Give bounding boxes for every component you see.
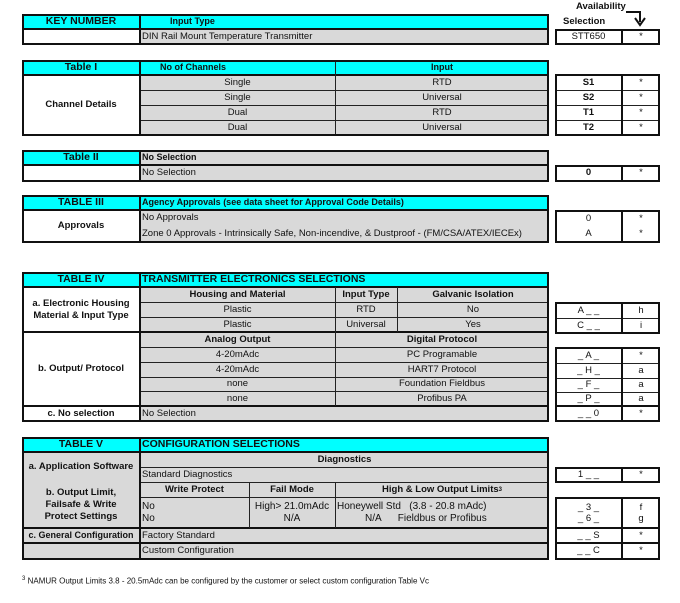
- input-type-cell: RTD: [335, 302, 397, 317]
- general-config-row: Custom Configuration: [140, 543, 549, 559]
- analog-cell: 4-20mAdc: [140, 362, 335, 377]
- table-3-header: Agency Approvals (see data sheet for Approval Code Details): [140, 195, 549, 210]
- output-limits-cell: [335, 497, 549, 528]
- selection-code[interactable]: 1 _ _: [577, 468, 600, 480]
- channels-cell: Dual: [140, 120, 335, 135]
- down-arrow-icon: [625, 8, 655, 28]
- table-3-label: TABLE III: [22, 195, 140, 210]
- availability-code: *: [639, 121, 643, 133]
- write-protect-value: No: [142, 500, 155, 512]
- selection-code[interactable]: _ P _: [577, 393, 600, 405]
- availability-code: *: [639, 167, 643, 179]
- table-2-value: No Selection: [140, 165, 549, 181]
- selection-code[interactable]: C _ _: [577, 319, 600, 331]
- table-5-label: TABLE V: [22, 437, 140, 452]
- availability-code: *: [639, 349, 643, 361]
- output-limits-value: N/A Fieldbus or Profibus: [365, 512, 487, 524]
- selection-code[interactable]: T1: [582, 106, 595, 118]
- table-4-header: TRANSMITTER ELECTRONICS SELECTIONS: [140, 272, 549, 287]
- approval-row-text: Zone 0 Approvals - Intrinsically Safe, Non-incendive, & Dustproof - (FM/CSA/ATEX/IECEx): [140, 226, 549, 242]
- selection-code[interactable]: 0: [585, 212, 592, 224]
- digital-protocol-header: Digital Protocol: [335, 332, 549, 347]
- input-cell: Universal: [335, 120, 549, 135]
- input-cell: RTD: [335, 105, 549, 120]
- output-limits-value: Honeywell Std (3.8 - 20.8 mAdc): [337, 500, 487, 512]
- availability-code: a: [638, 379, 644, 391]
- diagnostics-value: Standard Diagnostics: [140, 467, 549, 482]
- selection-label: Selection: [563, 16, 606, 27]
- analog-cell: 4-20mAdc: [140, 347, 335, 362]
- footnote-marker: 3: [498, 486, 502, 493]
- availability-code: g: [638, 513, 644, 524]
- housing-cell: Plastic: [140, 302, 335, 317]
- approval-row-text: No Approvals: [140, 210, 549, 226]
- selection-code[interactable]: A: [585, 227, 592, 239]
- key-number-empty: [22, 29, 140, 44]
- availability-label: Availability: [576, 1, 626, 12]
- approvals-label: Approvals: [22, 210, 140, 242]
- analog-output-header: Analog Output: [140, 332, 335, 347]
- availability-code-pair: [622, 498, 660, 528]
- footnote-text: NAMUR Output Limits 3.8 - 20.5mAdc can be configured by the customer or select custom configuration Table Vc: [27, 576, 429, 586]
- table-2-label: Table II: [22, 150, 140, 165]
- input-header: Input: [335, 60, 549, 75]
- input-type-cell: Universal: [335, 317, 397, 332]
- footnote: [22, 576, 429, 586]
- digital-cell: Foundation Fieldbus: [335, 377, 549, 391]
- availability-code: a: [638, 364, 644, 376]
- table-5-header: CONFIGURATION SELECTIONS: [140, 437, 549, 452]
- selection-code[interactable]: _ F _: [577, 379, 600, 391]
- channel-details-label: Channel Details: [22, 75, 140, 135]
- output-limits-header-text: High & Low Output Limits: [382, 483, 499, 495]
- availability-code: h: [638, 304, 644, 316]
- analog-cell: none: [140, 391, 335, 406]
- selection-code[interactable]: 0: [585, 167, 592, 179]
- availability-code: *: [639, 91, 643, 103]
- selection-code[interactable]: _ 6 _: [577, 513, 600, 524]
- availability-code: *: [639, 468, 643, 480]
- digital-cell: PC Programable: [335, 347, 549, 362]
- availability-code: *: [639, 212, 643, 224]
- digital-cell: HART7 Protocol: [335, 362, 549, 377]
- housing-material-header: Housing and Material: [140, 287, 335, 302]
- key-number-label: KEY NUMBER: [22, 14, 140, 29]
- availability-code: *: [639, 545, 643, 557]
- isolation-cell: Yes: [397, 317, 549, 332]
- selection-code[interactable]: T2: [582, 121, 595, 133]
- key-number-value: DIN Rail Mount Temperature Transmitter: [140, 29, 549, 44]
- general-config-row: Factory Standard: [140, 528, 549, 543]
- input-cell: Universal: [335, 90, 549, 105]
- selection-code[interactable]: STT650: [571, 30, 606, 42]
- write-protect-header: Write Protect: [140, 482, 249, 497]
- fail-mode-value: N/A: [283, 512, 301, 524]
- availability-code: *: [639, 407, 643, 419]
- input-type-header-text: Input Type: [170, 16, 215, 26]
- availability-code: *: [639, 106, 643, 118]
- no-selection-label: c. No selection: [22, 406, 140, 421]
- selection-code-pair[interactable]: [555, 498, 622, 528]
- selection-code[interactable]: A _ _: [577, 304, 600, 316]
- table-1-label: Table I: [22, 60, 140, 75]
- housing-section-label: a. Electronic Housing Material & Input Type: [22, 287, 140, 332]
- selection-code[interactable]: _ _ 0: [577, 407, 600, 419]
- selection-code[interactable]: S2: [582, 91, 595, 103]
- input-type-col-header: Input Type: [335, 287, 397, 302]
- channels-cell: Single: [140, 75, 335, 90]
- input-cell: RTD: [335, 75, 549, 90]
- channels-cell: Dual: [140, 105, 335, 120]
- output-protocol-label: b. Output/ Protocol: [22, 332, 140, 406]
- isolation-cell: No: [397, 302, 549, 317]
- no-selection-value: No Selection: [140, 406, 549, 421]
- availability-code: *: [639, 30, 643, 42]
- general-configuration-empty: [22, 543, 140, 559]
- selection-code[interactable]: _ _ C: [577, 545, 600, 557]
- footnote-marker: 3: [22, 576, 26, 582]
- input-type-header: [140, 14, 549, 29]
- availability-code: *: [639, 76, 643, 88]
- analog-cell: none: [140, 377, 335, 391]
- table-2-empty: [22, 165, 140, 181]
- galvanic-isolation-header: Galvanic Isolation: [397, 287, 549, 302]
- availability-code: a: [638, 393, 644, 405]
- general-configuration-label: c. General Configuration: [22, 528, 140, 543]
- selection-code[interactable]: _ H _: [577, 364, 600, 376]
- channels-header-text: No of Channels: [160, 62, 227, 72]
- availability-code: i: [639, 319, 643, 331]
- channels-cell: Single: [140, 90, 335, 105]
- availability-code: *: [639, 227, 643, 239]
- selection-code[interactable]: _ _ S: [577, 529, 600, 541]
- selection-code[interactable]: _ A _: [577, 349, 600, 361]
- digital-cell: Profibus PA: [335, 391, 549, 406]
- application-software-label: a. Application Software: [22, 452, 140, 482]
- write-protect-value: No: [142, 512, 155, 524]
- fail-mode-cell: [249, 497, 335, 528]
- table-4-label: TABLE IV: [22, 272, 140, 287]
- output-limits-header: [335, 482, 549, 497]
- write-protect-cell: [140, 497, 249, 528]
- table-2-header: No Selection: [140, 150, 549, 165]
- output-limit-label: b. Output Limit, Failsafe & Write Protect Settings: [22, 482, 140, 528]
- selection-code[interactable]: S1: [582, 76, 595, 88]
- housing-cell: Plastic: [140, 317, 335, 332]
- diagnostics-header: Diagnostics: [140, 452, 549, 467]
- channels-header: [140, 60, 335, 75]
- availability-code: *: [639, 529, 643, 541]
- fail-mode-header: Fail Mode: [249, 482, 335, 497]
- selection-code[interactable]: _ 3 _: [577, 501, 600, 513]
- availability-code: f: [639, 501, 643, 513]
- fail-mode-value: High> 21.0mAdc: [254, 500, 330, 512]
